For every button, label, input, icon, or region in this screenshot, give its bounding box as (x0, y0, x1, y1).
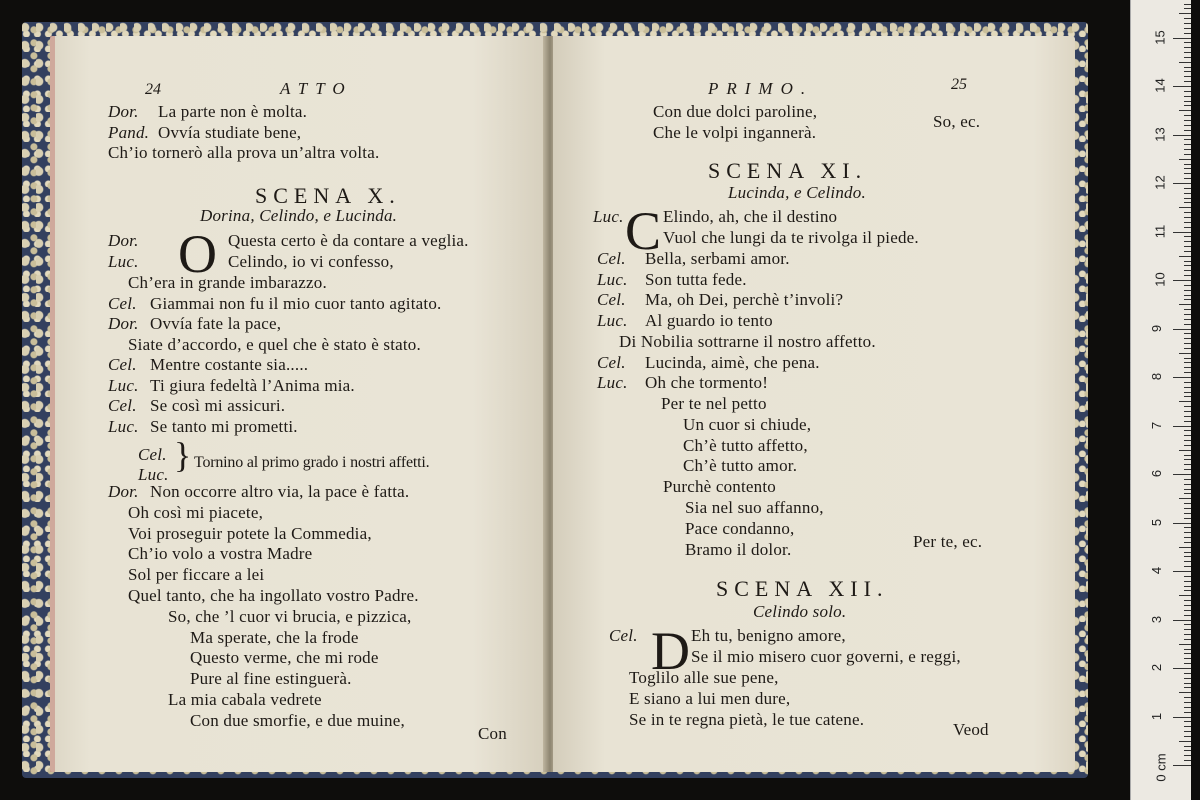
ruler-tick (1184, 663, 1191, 664)
ruler-tick (1184, 222, 1191, 223)
speaker-label: Luc. (108, 251, 139, 271)
ruler-tick (1184, 493, 1191, 494)
speaker-label: Cel. (108, 396, 137, 415)
ruler-tick (1179, 110, 1191, 111)
ruler-tick (1184, 576, 1191, 577)
ruler-tick (1179, 450, 1191, 451)
dialogue-line: Al guardo io tento (645, 311, 773, 331)
ruler-tick (1184, 552, 1191, 553)
ruler-tick (1184, 513, 1191, 514)
ruler-tick (1184, 290, 1191, 291)
ruler-tick (1184, 707, 1191, 708)
ruler-tick (1184, 406, 1191, 407)
ruler-tick (1184, 130, 1191, 131)
ruler-tick (1184, 178, 1191, 179)
ruler-tick (1184, 120, 1191, 121)
dialogue-line: Eh tu, benigno amore, (691, 626, 846, 645)
ruler-tick (1184, 47, 1191, 48)
ruler-tick (1184, 411, 1191, 412)
ruler-tick (1173, 620, 1191, 621)
ruler-tick (1184, 683, 1191, 684)
ruler-tick (1184, 115, 1191, 116)
dialogue-line: Questo verme, che mi rode (190, 648, 379, 668)
ruler-tick (1179, 13, 1191, 14)
ruler-tick (1184, 556, 1191, 557)
ruler-tick (1173, 668, 1191, 669)
running-head: ATTO (280, 79, 353, 98)
ruler-number: 14 (1152, 78, 1168, 93)
dialogue-line: Di Nobilia sottrarne il nostro affetto. (619, 331, 876, 351)
ruler-tick (1184, 673, 1191, 674)
dialogue-line: Oh che tormento! (645, 373, 769, 393)
speaker-label: Luc. (593, 207, 624, 226)
measurement-ruler (1130, 0, 1191, 800)
aria-line: Purchè contento (663, 477, 776, 497)
aria-line: Per te nel petto (661, 394, 767, 413)
ruler-tick (1179, 159, 1191, 160)
ruler-tick (1179, 547, 1191, 548)
speaker-label: Cel. (138, 445, 167, 464)
dialogue-line: Ch’era in grande imbarazzo. (128, 273, 327, 292)
running-head: PRIMO. (708, 79, 814, 98)
ruler-tick (1184, 678, 1191, 679)
ruler-tick (1184, 697, 1191, 698)
ruler-tick (1184, 566, 1191, 567)
ruler-tick (1184, 295, 1191, 296)
ruler-tick (1184, 629, 1191, 630)
ruler-tick (1184, 164, 1191, 165)
ruler-tick (1184, 726, 1191, 727)
dialogue-line: Ti giura fedeltà l’Anima mia. (150, 375, 355, 395)
dialogue-line: Questa certo è da contare a veglia. (228, 231, 469, 250)
dialogue-line: Ch’io volo a vostra Madre (128, 544, 313, 564)
dialogue-line: Celindo, io vi confesso, (228, 251, 394, 271)
ruler-tick (1184, 71, 1191, 72)
aria-line: Ch’è tutto affetto, (683, 435, 808, 455)
ruler-tick (1184, 464, 1191, 465)
ruler-tick (1184, 416, 1191, 417)
ruler-tick (1184, 421, 1191, 422)
dialogue-line: La mia cabala vedrete (168, 690, 322, 709)
ruler-tick (1184, 653, 1191, 654)
dialogue-line: Elindo, ah, che il destino (663, 207, 838, 226)
ruler-tick (1184, 624, 1191, 625)
ruler-tick (1184, 387, 1191, 388)
ruler-tick (1184, 202, 1191, 203)
ruler-tick (1184, 91, 1191, 92)
ruler-tick (1184, 658, 1191, 659)
ruler-tick (1173, 717, 1191, 718)
ruler-number: 9 (1149, 324, 1165, 332)
ruler-tick (1184, 314, 1191, 315)
ruler-tick (1173, 474, 1191, 475)
dialogue-line: Non occorre altro via, la pace è fatta. (150, 482, 410, 501)
ruler-tick (1179, 207, 1191, 208)
drop-capital: C (625, 201, 662, 261)
right-page (553, 36, 1075, 772)
ruler-tick (1184, 615, 1191, 616)
speaker-label: Luc. (138, 465, 169, 484)
ruler-tick (1184, 610, 1191, 611)
ruler-tick (1184, 649, 1191, 650)
speaker-label: Cel. (108, 355, 137, 374)
dialogue-line: Son tutta fede. (645, 269, 747, 289)
ruler-tick (1184, 750, 1191, 751)
ruler-tick (1184, 299, 1191, 300)
speaker-label: Dor. (108, 231, 139, 250)
ruler-tick (1173, 280, 1191, 281)
ruler-tick (1184, 760, 1191, 761)
dialogue-line: Vuol che lungi da te rivolga il piede. (663, 227, 919, 247)
ruler-tick (1184, 8, 1191, 9)
ruler-tick (1184, 81, 1191, 82)
ruler-tick (1184, 188, 1191, 189)
ruler-tick (1184, 265, 1191, 266)
dialogue-line: Pure al fine estinguerà. (190, 669, 352, 689)
ruler-tick (1184, 18, 1191, 19)
ruler-tick (1184, 168, 1191, 169)
ruler-tick (1184, 309, 1191, 310)
dialogue-line: Ch’io tornerò alla prova un’altra volta. (108, 143, 380, 162)
ruler-tick (1184, 731, 1191, 732)
ruler-tick (1184, 333, 1191, 334)
dialogue-line: Siate d’accordo, e quel che è stato è stato. (128, 334, 421, 354)
ruler-tick (1173, 765, 1191, 766)
ruler-tick (1184, 270, 1191, 271)
speaker-label: Cel. (609, 626, 638, 645)
ruler-tick (1184, 445, 1191, 446)
aria-line: Bramo il dolor. (685, 539, 792, 559)
ruler-tick (1184, 561, 1191, 562)
dialogue-line: Quel tanto, che ha ingollato vostro Padre. (128, 586, 419, 605)
ruler-tick (1184, 746, 1191, 747)
ruler-tick (1184, 600, 1191, 601)
ruler-tick (1184, 236, 1191, 237)
ruler-tick (1184, 639, 1191, 640)
ruler-tick (1184, 144, 1191, 145)
dialogue-line: Lucinda, aimè, che pena. (645, 352, 820, 372)
ruler-tick (1184, 590, 1191, 591)
ruler-tick (1184, 503, 1191, 504)
aria-line: Un cuor si chiude, (683, 414, 812, 434)
ruler-tick (1173, 377, 1191, 378)
speaker-label: Cel. (597, 249, 626, 268)
dialogue-line: Con due dolci paroline, (653, 102, 818, 121)
book-cover (22, 22, 1088, 778)
ruler-tick (1179, 256, 1191, 257)
ruler-number: 4 (1149, 566, 1165, 575)
ruler-tick (1184, 581, 1191, 582)
dialogue-line: Toglilo alle sue pene, (629, 668, 779, 687)
ruler-tick (1173, 232, 1191, 233)
ruler-tick (1184, 285, 1191, 286)
ruler-tick (1179, 304, 1191, 305)
speaker-label: Cel. (597, 352, 626, 372)
ruler-tick (1184, 479, 1191, 480)
catchword: Veod (953, 720, 989, 739)
dialogue-line: Sol per ficcare a lei (128, 565, 265, 585)
dialogue-line: Tornino al primo grado i nostri affetti. (194, 454, 430, 471)
speaker-label: Dor. (108, 482, 139, 501)
ruler-tick (1184, 246, 1191, 247)
ruler-tick (1173, 329, 1191, 330)
ruler-tick (1184, 343, 1191, 344)
ruler-tick (1184, 42, 1191, 43)
ruler-tick (1184, 173, 1191, 174)
ruler-number: 1 (1149, 712, 1165, 720)
dialogue-line: Se tanto mi prometti. (150, 416, 298, 436)
drop-capital: D (651, 621, 690, 681)
ruler-tick (1184, 396, 1191, 397)
ruler-tick (1184, 634, 1191, 635)
ruler-number: 11 (1152, 224, 1168, 238)
ruler-tick (1184, 440, 1191, 441)
ruler-tick (1184, 527, 1191, 528)
ruler-tick (1179, 595, 1191, 596)
scene-characters: Lucinda, e Celindo. (728, 183, 866, 202)
speaker-label: Luc. (597, 269, 628, 289)
ruler-tick (1184, 217, 1191, 218)
page-number: 25 (951, 76, 967, 93)
ruler-tick (1179, 401, 1191, 402)
ruler-tick (1184, 430, 1191, 431)
ruler-number: 6 (1149, 469, 1165, 478)
scene-title: SCENA XI. (708, 158, 868, 183)
speaker-label: Luc. (597, 311, 628, 331)
dialogue-line: Bella, serbami amor. (645, 249, 790, 268)
ruler-tick (1184, 4, 1191, 5)
ruler-tick (1173, 426, 1191, 427)
ruler-number: 10 (1152, 272, 1168, 287)
ruler-tick (1184, 101, 1191, 102)
speaker-label: Pand. (108, 122, 150, 142)
ruler-number: 2 (1149, 663, 1165, 672)
ruler-tick (1184, 212, 1191, 213)
ruler-tick (1173, 183, 1191, 184)
ruler-tick (1184, 139, 1191, 140)
ruler-tick (1184, 542, 1191, 543)
aria-line: Pace condanno, (685, 518, 795, 538)
ruler-tick (1184, 721, 1191, 722)
ruler-tick (1173, 86, 1191, 87)
ruler-tick (1184, 319, 1191, 320)
ruler-tick (1184, 251, 1191, 252)
ruler-tick (1184, 193, 1191, 194)
ruler-tick (1184, 338, 1191, 339)
dialogue-line: Se il mio misero cuor governi, e reggi, (691, 646, 961, 666)
ruler-tick (1184, 687, 1191, 688)
ruler-number: 13 (1152, 126, 1168, 142)
ruler-tick (1184, 154, 1191, 155)
ruler-tick (1184, 227, 1191, 228)
ruler-tick (1184, 382, 1191, 383)
ruler-tick (1184, 275, 1191, 276)
brace-symbol: } (174, 435, 192, 475)
ruler-tick (1179, 62, 1191, 63)
dialogue-line: Ma, oh Dei, perchè t’involi? (645, 290, 844, 310)
ruler-tick (1184, 33, 1191, 34)
dialogue-line: Voi proseguir potete la Commedia, (128, 523, 372, 543)
ruler-tick (1184, 67, 1191, 68)
ruler-tick (1184, 755, 1191, 756)
speaker-label: Luc. (108, 416, 139, 436)
speaker-label: Cel. (597, 290, 626, 310)
dialogue-line: Che le volpi ingannerà. (653, 122, 817, 142)
ruler-tick (1184, 586, 1191, 587)
ruler-tick (1184, 367, 1191, 368)
ruler-tick (1179, 498, 1191, 499)
ruler-tick (1184, 149, 1191, 150)
ruler-tick (1184, 241, 1191, 242)
speaker-label: Dor. (108, 102, 139, 121)
ruler-tick (1184, 52, 1191, 53)
scene-title: SCENA X. (255, 183, 401, 208)
ruler-tick (1184, 605, 1191, 606)
speaker-label: Luc. (108, 375, 139, 395)
ruler-tick (1184, 23, 1191, 24)
dialogue-line: Ovvía studiate bene, (158, 122, 302, 142)
ruler-tick (1173, 38, 1191, 39)
ruler-tick (1184, 358, 1191, 359)
ruler-tick (1184, 105, 1191, 106)
ruler-tick (1184, 455, 1191, 456)
ruler-tick (1184, 261, 1191, 262)
ruler-tick (1184, 532, 1191, 533)
ruler-tick (1184, 372, 1191, 373)
dialogue-line: Ma sperate, che la frode (190, 627, 359, 647)
dialogue-line: Con due smorfie, e due muine, (190, 710, 405, 730)
ruler-tick (1179, 741, 1191, 742)
ruler-tick (1184, 57, 1191, 58)
scene-characters: Celindo solo. (753, 602, 847, 621)
ruler-tick (1184, 348, 1191, 349)
ruler-tick (1184, 484, 1191, 485)
ruler-tick (1184, 489, 1191, 490)
ruler-tick (1184, 76, 1191, 77)
scene-characters: Dorina, Celindo, e Lucinda. (200, 206, 398, 225)
ruler-tick (1184, 362, 1191, 363)
dialogue-line: Ovvía fate la pace, (150, 314, 282, 333)
ruler-number: 12 (1152, 175, 1168, 190)
ruler-tick (1179, 644, 1191, 645)
dialogue-line: So, che ’l cuor vi brucia, e pizzica, (168, 606, 412, 626)
ruler-tick (1184, 712, 1191, 713)
ruler-unit: 0 cm (1153, 753, 1169, 782)
ruler-number: 15 (1152, 29, 1168, 45)
aria-line: Sia nel suo affanno, (685, 498, 824, 517)
ruler-tick (1184, 459, 1191, 460)
ruler-tick (1184, 28, 1191, 29)
page-edge (50, 36, 55, 772)
catchword: Con (478, 724, 507, 743)
ruler-tick (1173, 135, 1191, 136)
ruler-tick (1184, 469, 1191, 470)
ruler-tick (1184, 198, 1191, 199)
ruler-tick (1184, 736, 1191, 737)
ruler-tick (1184, 518, 1191, 519)
ruler-tick (1184, 96, 1191, 97)
ruler-tick (1179, 692, 1191, 693)
left-page (50, 36, 547, 772)
speaker-label: Dor. (108, 314, 139, 333)
ruler-number: 3 (1149, 615, 1165, 623)
aria-line: Ch’è tutto amor. (683, 456, 798, 476)
ruler-tick (1173, 523, 1191, 524)
ruler-number: 7 (1149, 421, 1165, 429)
dialogue-line: Oh così mi piacete, (128, 502, 264, 522)
ruler-tick (1173, 571, 1191, 572)
ruler-tick (1184, 324, 1191, 325)
page-number: 24 (145, 81, 161, 98)
ruler-tick (1184, 435, 1191, 436)
dialogue-line: La parte non è molta. (158, 102, 308, 121)
ruler-tick (1184, 125, 1191, 126)
scene-title: SCENA XII. (716, 576, 889, 601)
ruler-tick (1179, 353, 1191, 354)
dialogue-line: Mentre costante sia..... (150, 355, 309, 374)
speaker-label: Cel. (108, 293, 137, 313)
ruler-tick (1184, 392, 1191, 393)
dialogue-line: Giammai non fu il mio cuor tanto agitato. (150, 293, 442, 313)
speaker-label: Luc. (597, 373, 628, 393)
dialogue-line: Se in te regna pietà, le tue catene. (629, 709, 865, 729)
ruler-number: 5 (1149, 518, 1165, 526)
ruler-number: 8 (1149, 372, 1165, 381)
stage-cue: Per te, ec. (913, 532, 983, 551)
ruler-tick (1184, 537, 1191, 538)
ruler-tick (1184, 508, 1191, 509)
stage-cue: So, ec. (933, 112, 981, 131)
drop-capital: O (178, 224, 217, 284)
dialogue-line: E siano a lui men dure, (629, 688, 791, 708)
ruler-tick (1184, 702, 1191, 703)
dialogue-line: Se così mi assicuri. (150, 396, 286, 415)
